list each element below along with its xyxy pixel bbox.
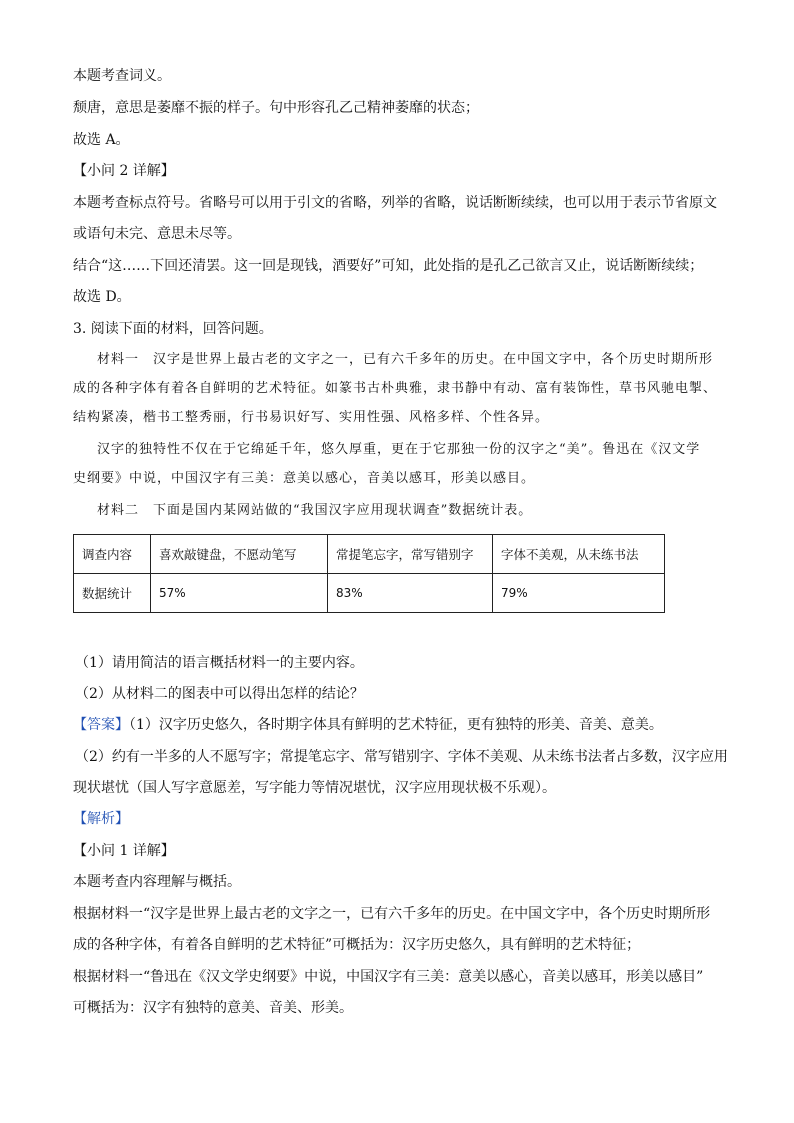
text-line: 颓唐，意思是萎靡不振的样子。句中形容孔乙己精神萎靡的状态； <box>73 100 479 116</box>
text-line: 本题考查内容理解与概括。 <box>73 874 241 890</box>
answer-tag: 【答案】 <box>73 717 129 733</box>
table-cell: 57% <box>151 574 328 613</box>
table-cell: 83% <box>328 574 493 613</box>
answer-text: （2）约有一半多的人不愿写字；常提笔忘字、常写错别字、字体不美观、从未练书法者占多数，汉字应用 <box>75 749 728 765</box>
text-line: 根据材料一“鲁迅在《汉文学史纲要》中说，中国汉字有三美：意美以感心，音美以感耳，形美以感目” <box>73 969 704 985</box>
table-header-cell: 调查内容 <box>74 535 151 574</box>
table-row <box>74 574 665 613</box>
survey-table <box>73 534 665 613</box>
material-one-line: 史纲要》中说，中国汉字有三美：意美以感心，音美以感耳，形美以感目。 <box>73 471 536 486</box>
text-line: 本题考查词义。 <box>73 68 171 84</box>
material-one-line: 结构紧凑，楷书工整秀丽，行书易识好写、实用性强、风格多样、个性各异。 <box>73 410 550 425</box>
table-header-cell: 常提笔忘字，常写错别字 <box>328 535 493 574</box>
answer-text: （1）汉字历史悠久，各时期字体具有鲜明的艺术特征，更有独特的形美、音美、意美。 <box>129 717 663 733</box>
material-one-line: 汉字的独特性不仅在于它绵延千年，悠久厚重，更在于它那独一份的汉字之“美”。鲁迅在《汉文学 <box>97 442 701 457</box>
question-stem: 3. 阅读下面的材料，回答问题。 <box>73 321 273 337</box>
table-header-cell: 喜欢敲键盘，不愿动笔写 <box>151 535 328 574</box>
table-cell: 79% <box>493 574 665 613</box>
material-one-line: 材料一 汉字是世界上最古老的文字之一，已有六千多年的历史。在中国文字中，各个历史时期所形 <box>97 352 714 367</box>
text-line: 成的各种字体，有着各自鲜明的艺术特征”可概括为：汉字历史悠久，具有鲜明的艺术特征； <box>73 937 641 953</box>
text-line: 故选 D。 <box>73 289 131 305</box>
material-one-line: 成的各种字体有着各自鲜明的艺术特征。如篆书古朴典雅，隶书静中有动、富有装饰性，草书风驰电掣、 <box>73 381 718 396</box>
table-header-cell: 字体不美观，从未练书法 <box>493 535 665 574</box>
subquestion-title: 【小问 2 详解】 <box>73 163 175 179</box>
analysis-tag: 【解析】 <box>73 811 129 827</box>
subquestion-title: 【小问 1 详解】 <box>73 843 175 859</box>
table-row <box>74 535 665 574</box>
subquestion: （2）从材料二的图表中可以得出怎样的结论？ <box>75 686 364 702</box>
text-line: 或语句未完、意思未尽等。 <box>73 226 241 242</box>
text-line: 故选 A。 <box>73 132 130 148</box>
table-cell: 数据统计 <box>74 574 151 613</box>
subquestion: （1）请用简洁的语言概括材料一的主要内容。 <box>75 655 364 671</box>
text-line: 根据材料一“汉字是世界上最古老的文字之一，已有六千多年的历史。在中国文字中，各个历史时期所形 <box>73 906 711 922</box>
material-two-intro: 材料二 下面是国内某网站做的“我国汉字应用现状调查”数据统计表。 <box>97 503 533 518</box>
text-line: 可概括为：汉字有独特的意美、音美、形美。 <box>73 1000 353 1016</box>
text-line: 本题考查标点符号。省略号可以用于引文的省略，列举的省略，说话断断续续，也可以用于表示节省原文 <box>73 195 717 211</box>
answer-text: 现状堪忧（国人写字意愿差，写字能力等情况堪忧，汉字应用现状极不乐观）。 <box>73 780 556 796</box>
text-line: 结合“这……下回还清罢。这一回是现钱，酒要好”可知，此处指的是孔乙己欲言又止，说话断断续续； <box>73 258 704 274</box>
answer-block <box>73 715 663 735</box>
